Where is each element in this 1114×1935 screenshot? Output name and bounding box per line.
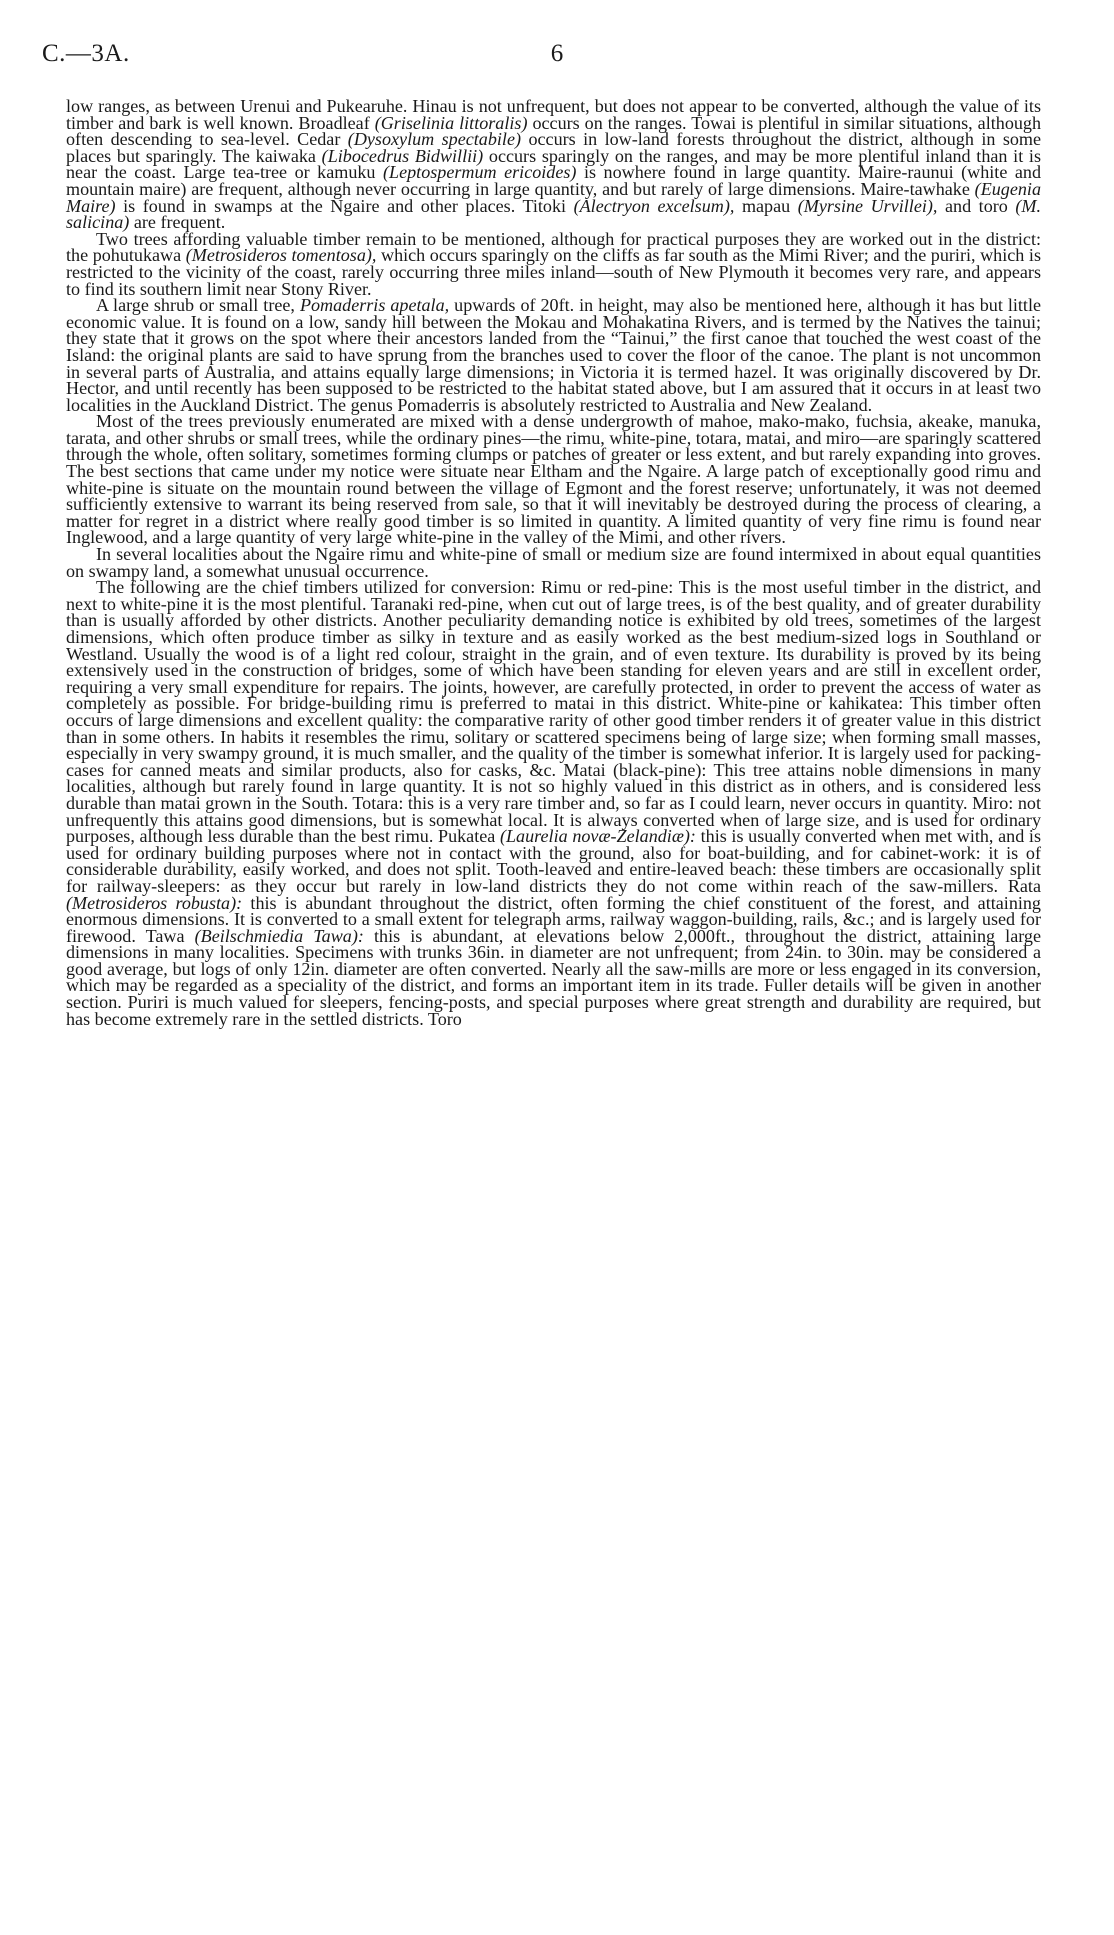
text-run: occurs sparingly on the ranges, and may be more plentiful inland than it is near the coast. Large tea-tree or kamuku [66,145,1042,183]
paragraph [66,98,1041,231]
italic-run: (Dysoxylum spectabile) [347,129,522,150]
italic-run: Pomaderris apetala, [299,295,450,316]
body-text [66,98,1041,1027]
text-run: this is abundant, at elevations below 2,000ft., throughout the district, attaining large dimensions in many localities. Specimens with trunks 36in. in diameter are not unfrequent; from 24in. to 30in. may be considered a good average, but logs of only 12in. diameter are often converted. Nearly all the saw-mills are more or less engaged in its conversion, which may be regarded as a speciality of the district, and forms an important item in its trade. Fuller details will be given in another section. Puriri is much valued for sleepers, fencing-posts, and special purposes where great strength and durability are required, but has become extremely rare in the settled districts. Toro [66,925,1042,1029]
text-run: this is abundant throughout the district, often forming the chief constituent of the forest, and attaining enormous dimensions. It is converted to a small extent for telegraph arms, railway waggon-building, rails, &c.; and is largely used for firewood. Tawa [66,892,1041,946]
paragraph [66,297,1041,413]
text-run: The following are the chief timbers utilized for conversion: Rimu or red-pine: This is the most useful timber in the district, and next to white-pine it is the most plentiful. Taranaki red-pine, when cut out of large trees, is of the best quality, and of greater durability than is usually afforded by other districts. Another peculiarity demanding notice is exhibited by old trees, sometimes of the largest dimensions, which often produce timber as silky in texture and as easily worked as the best medium-sized logs in Southland or Westland. Usually the wood is of a light red colour, straight in the grain, and of even texture. Its durability is proved by its being extensively used in the construction of bridges, some of which have been standing for eleven years and are still in excellent order, requiring a very small expenditure for repairs. The joints, however, are carefully protected, in order to prevent the access of water as completely as possible. For bridge-building rimu is preferred to matai in this district. White-pine or kahikatea: This timber often occurs of large dimensions and excellent quality: the comparative rarity of other good timber renders it of greater value in this district than in some others. In habits it resembles the rimu, solitary or scattered specimens being of large size; when forming small masses, especially in very swampy ground, it is much smaller, and the quality of the timber is somewhat inferior. It is largely used for packing-cases for canned meats and similar products, also for casks, &c. Matai (black-pine): This tree attains noble dimensions in many localities, although but rarely found in large quantity. It is not so highly valued in this district as in others, and is considered less durable than matai grown in the South. Totara: this is a very rare timber and, so far as I could learn, never occurs in quantity. Miro: not unfrequently this attains good dimensions, but is somewhat local. It is always converted when of large size, and is used for ordinary purposes, although less durable than the best rimu. Pukatea [66,577,1041,847]
italic-run: (Libocedrus Bidwillii) [321,145,484,166]
text-run: low ranges, as between Urenui and Pukearuhe. Hinau is not unfrequent, but does not appear to be converted, although the value of its timber and bark is well known. Broadleaf [66,96,1041,133]
italic-run: (M. salicina) [66,195,1042,233]
page-header [42,40,1072,76]
text-run: which occurs sparingly on the cliffs as far south as the Mimi River; and the puriri, which is restricted to the vicinity of the coast, rarely occurring three miles inland—south of New Plymouth it becomes very rare, and appears to find its southern limit near Stony River. [66,245,1041,299]
italic-run: (Myrsine Urvillei), [797,195,938,216]
text-run: mapau [734,195,798,216]
italic-run: (Metrosideros robusta): [66,892,243,913]
text-run: this is usually converted when met with, and is used for ordinary building purposes where not in contact with the ground, also for boat-building, and for cabinet-work: it is of considerable durability, easily worked, and does not split. Tooth-leaved and entire-leaved beach: these timbers are occasionally split for railway-sleepers: as they occur but rarely in low-land districts they do not come within reach of the saw-millers. Rata [66,826,1041,896]
paragraph [66,228,1041,299]
text-run: is found in swamps at the Ngaire and other places. Titoki [115,195,574,216]
document-reference: C.—3A. [42,40,130,67]
text-run: In several localities about the Ngaire rimu and white-pine of small or medium size are found intermixed in about equal quantities on swampy land, a somewhat unusual occurrence. [66,544,1041,581]
italic-run: (Leptospermum ericoides) [383,162,577,183]
text-run: is nowhere found in large quantity. Maire-raunui (white and mountain maire) are frequent, although never occurring in large quantity, and but rarely of large dimensions. Maire-tawhake [66,162,1042,199]
paragraph [66,579,1041,1027]
text-run: occurs in low-land forests throughout the district, although in some places but sparingly. The kaiwaka [66,129,1042,166]
paragraph [66,546,1041,579]
italic-run: (Laurelia novæ-Zelandiæ): [499,826,696,847]
text-run: occurs on the ranges. Towai is plentiful in similar situations, although often descending to sea-level. Cedar [66,112,1042,150]
text-run: are frequent. [129,212,226,233]
italic-run: (Griselinia littoralis) [374,112,528,133]
text-run: and toro [937,195,1016,216]
text-run: Two trees affording valuable timber remain to be mentioned, although for practical purposes they are worked out in the district: the pohutukawa [66,228,1041,266]
paragraph [66,413,1041,546]
italic-run: (Eugenia Maire) [66,178,1041,216]
italic-run: (Metrosideros tomentosa), [185,245,377,266]
page-number: 6 [550,40,564,67]
italic-run: (Alectryon excelsum), [573,195,735,216]
text-run: upwards of 20ft. in height, may also be mentioned here, although it has but little economic value. It is found on a low, sandy hill between the Mokau and Mohakatina Rivers, and is termed by the Natives the tainui; they state that it grows on the spot where their ancestors landed from the “Tainui,” the first canoe that touched the west coast of the Island: the original plants are said to have sprung from the branches used to cover the floor of the canoe. The plant is not uncommon in several parts of Australia, and attains equally large dimensions; in Victoria it is termed hazel. It was originally discovered by Dr. Hector, and until recently has been supposed to be restricted to the habitat stated above, but I am assured that it occurs in at least two localities in the Auckland District. The genus Pomaderris is absolutely restricted to Australia and New Zealand. [66,295,1041,415]
italic-run: (Beilschmiedia Tawa): [194,925,364,946]
text-run: Most of the trees previously enumerated are mixed with a dense undergrowth of mahoe, mako-mako, fuchsia, akeake, manuka, tarata, and other shrubs or small trees, while the ordinary pines—the rimu, white-pine, totara, matai, and miro—are sparingly scattered through the whole, often solitary, sometimes forming clumps or patches of greater or less extent, and but rarely expanding into groves. The best sections that came under my notice were situate near Eltham and the Ngaire. A large patch of exceptionally good rimu and white-pine is situate on the mountain round between the village of Egmont and the forest reserve; unfortunately, it was not deemed sufficiently extensive to warrant its being reserved from sale, so that it will inevitably be destroyed during the process of clearing, a matter for regret in a district where really good timber is so limited in quantity. A limited quantity of very fine rimu is found near Inglewood, and a large quantity of very large white-pine in the valley of the Mimi, and other rivers. [66,411,1041,548]
text-run: A large shrub or small tree, [96,295,300,316]
